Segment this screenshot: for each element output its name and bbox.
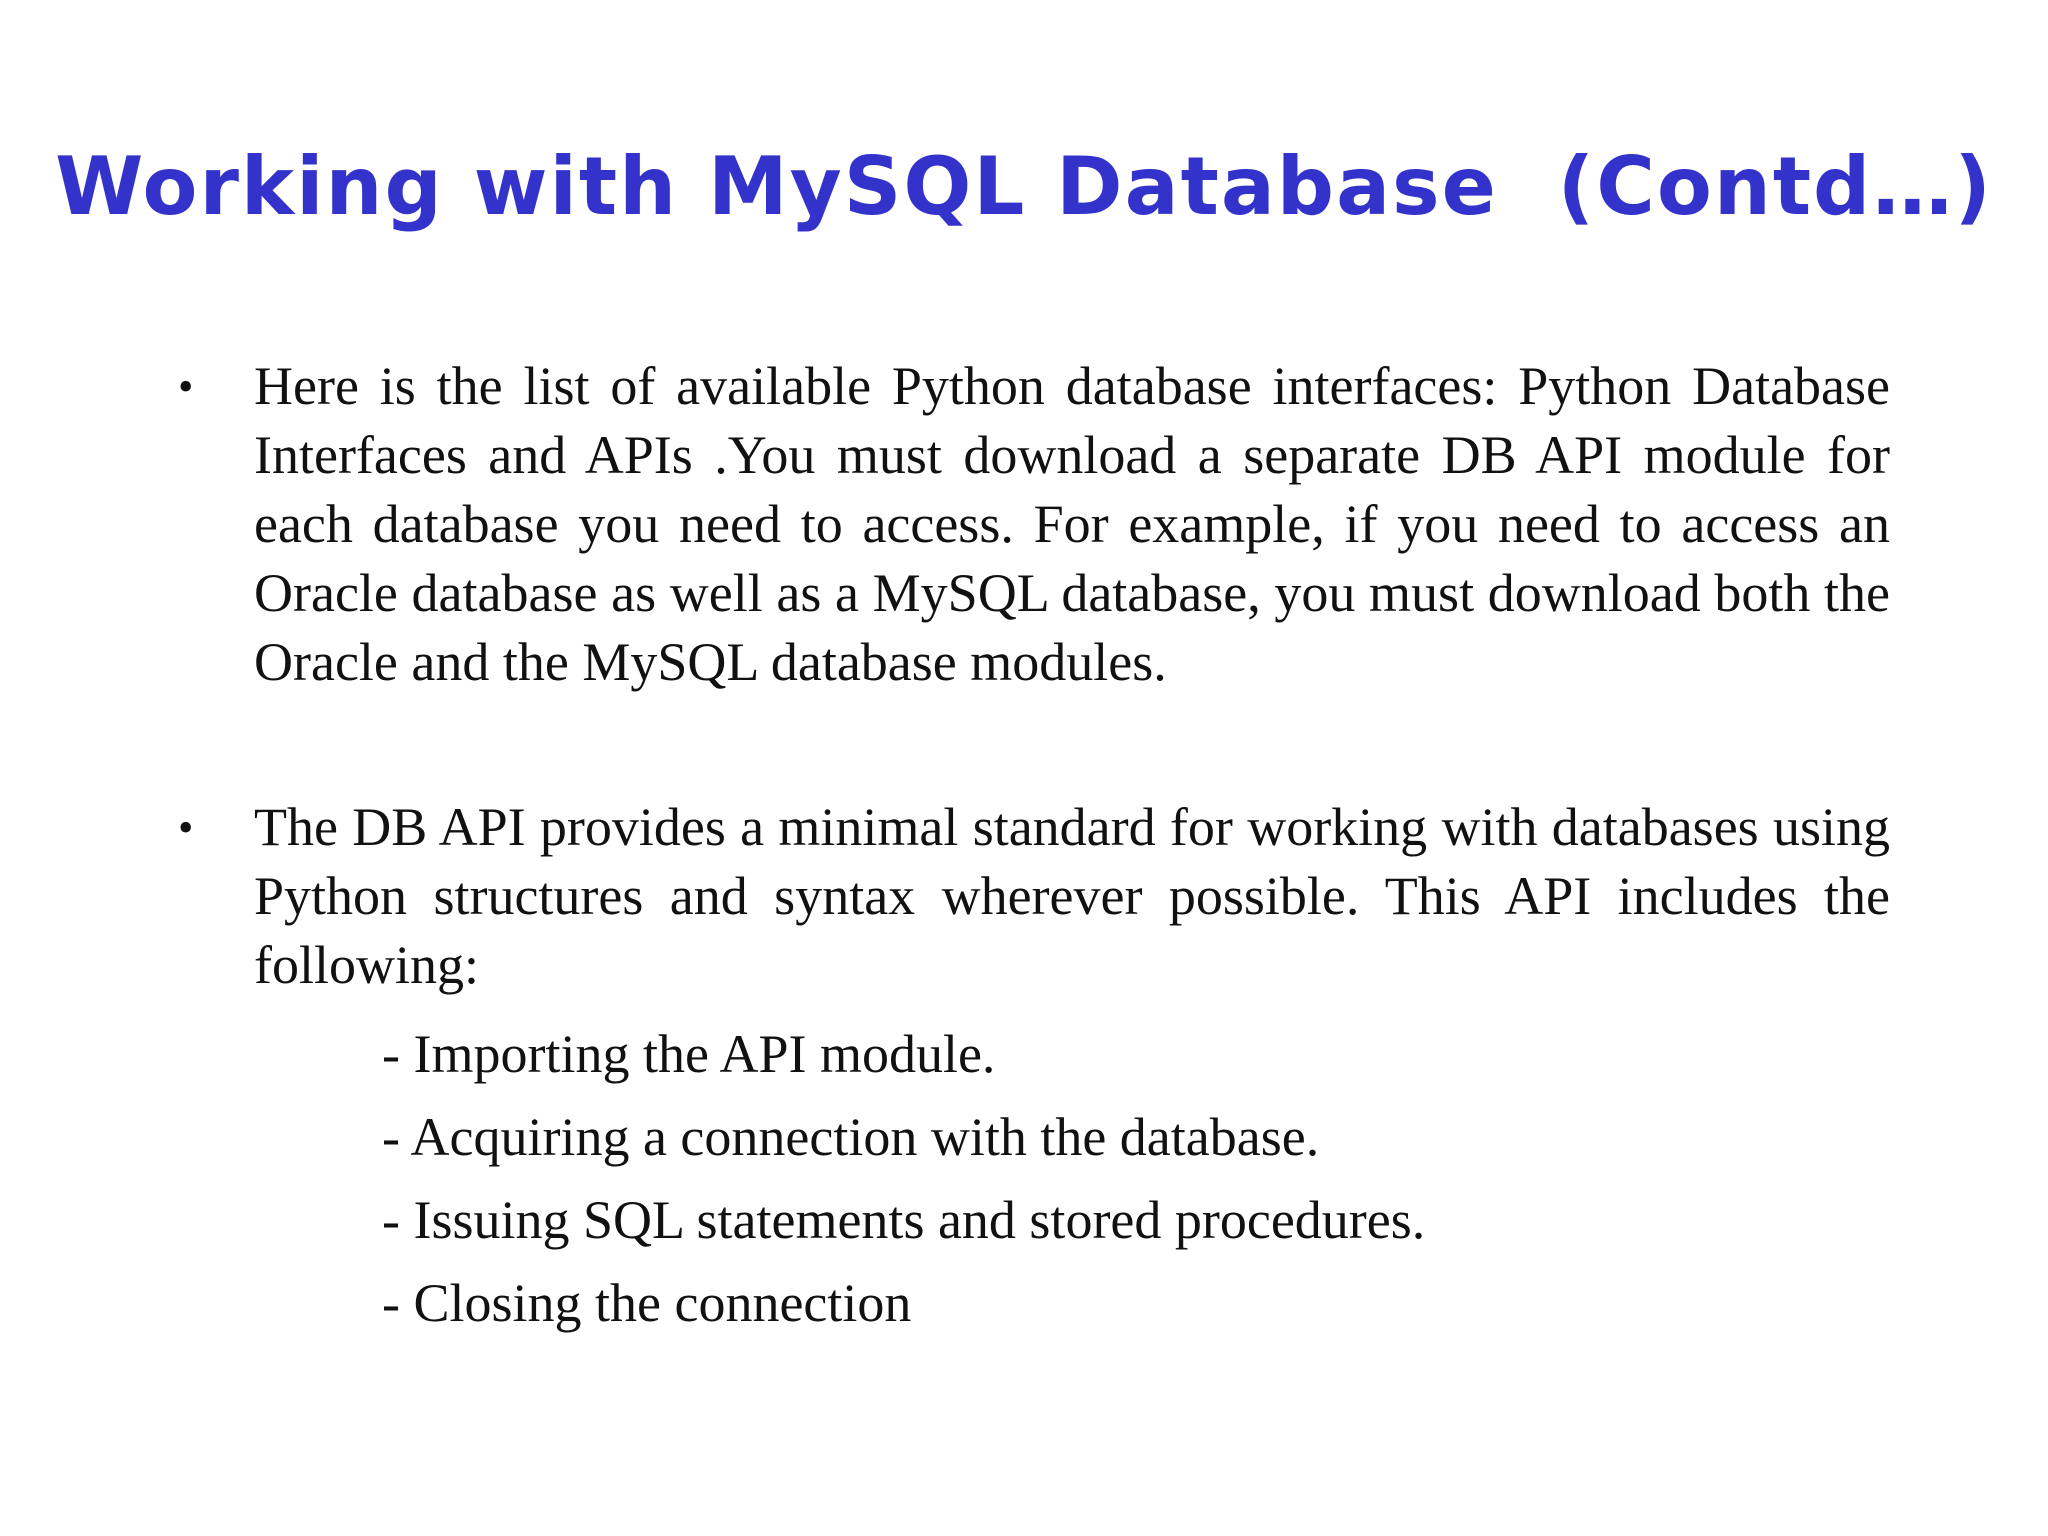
- slide-title: Working with MySQL Database (Contd…): [55, 140, 1993, 233]
- bullet-marker: •: [178, 803, 194, 852]
- sub-list-item: - Issuing SQL statements and stored procedures.: [382, 1190, 1426, 1250]
- sub-list: [382, 1013, 1782, 1345]
- bullet-item: [178, 793, 1890, 1000]
- bullet-item: [178, 352, 1890, 697]
- bullet-text: The DB API provides a minimal standard for working with databases using Python structures and syntax wherever possible. This API includes the following:: [254, 797, 1890, 995]
- sub-list-item: - Importing the API module.: [382, 1024, 996, 1084]
- sub-list-item: - Closing the connection: [382, 1273, 912, 1333]
- sub-list-item: - Acquiring a connection with the database.: [382, 1107, 1320, 1167]
- bullet-text: Here is the list of available Python database interfaces: Python Database Interfaces and APIs .You must download a separate DB API module for each database you need to access. For example, if you need to access an Oracle database as well as a MySQL database, you must download both the Oracle and the MySQL database modules.: [254, 356, 1890, 692]
- bullet-marker: •: [178, 362, 194, 411]
